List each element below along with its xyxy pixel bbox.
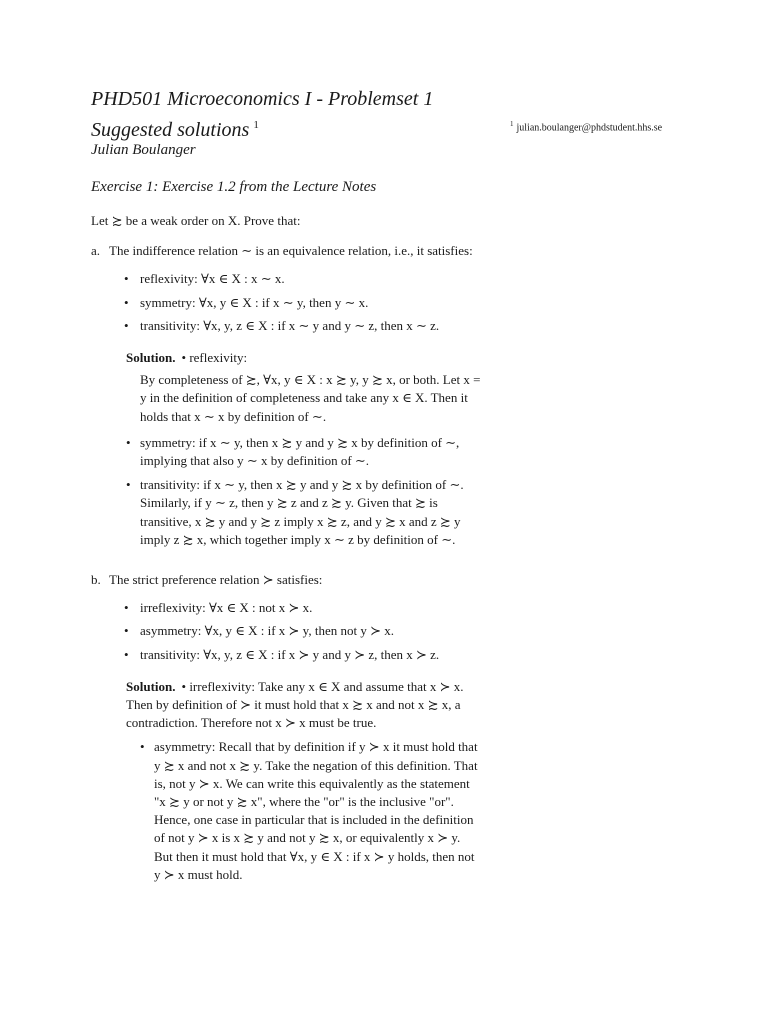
exercise-heading: Exercise 1: Exercise 1.2 from the Lecture Notes — [91, 179, 377, 195]
property-item: • transitivity: ∀x, y, z ∈ X : if x ≻ y and y ≻ z, then x ≻ z. — [124, 646, 440, 662]
footnote-marker: 1 — [253, 119, 259, 131]
property-item: • transitivity: ∀x, y, z ∈ X : if x ∼ y and y ∼ z, then x ∼ z. — [124, 317, 440, 333]
solution-item-text: Take any x ∈ X and assume that x ≻ x. Then by definition of ≻ it must hold that x ≿ x and not x ≿ x, a contradiction. Therefore not x ≻ x must be true. — [126, 678, 464, 731]
part-b — [91, 571, 481, 884]
part-b-label: b. — [91, 572, 101, 588]
property-item: • reflexivity: ∀x ∈ X : x ∼ x. — [124, 271, 285, 287]
title-line-1: PHD501 Microeconomics I - Problemset 1 — [91, 88, 434, 110]
footnote — [510, 120, 662, 133]
property-item: • asymmetry: ∀x, y ∈ X : if x ≻ y, then not y ≻ x. — [124, 623, 394, 639]
solution-item-text: By completeness of ≿, ∀x, y ∈ X : x ≿ y, y ≿ x, or both. Let x = y in the definition of completeness and take any x ∈ X. Then it holds that x ∼ x by definition of ∼. — [140, 372, 481, 424]
exercise-intro: Let ≿ be a weak order on X. Prove that: — [91, 213, 301, 228]
part-b-text: The strict preference relation ≻ satisfies: — [109, 572, 323, 588]
author-name: Julian Boulanger — [91, 142, 196, 158]
property-item: • irreflexivity: ∀x ∈ X : not x ≻ x. — [124, 600, 313, 616]
part-a-properties — [124, 270, 481, 335]
solution-label: Solution. — [126, 678, 176, 694]
solution-label: Solution. — [126, 350, 176, 366]
title-line-2: Suggested solutions — [91, 119, 250, 141]
part-b-solution: Solution. • irreflexivity: Take any x ∈ X and assume that x ≻ x. Then by definition of ≻ it must hold that x ≿ x and not x ≿ x, a contradiction. Therefore not x ≻ x must be true. • asymmetry: Recall that by definition if y ≻ x it must hold that y ≿ x and not x ≿ y. Take the negation of this definition. That is, not y ≻ x. We can write this equivalently as the statement "x ≿ y or not y ≿ x", where the "or" is the inclusive "or". Hence, one case in particular that is included in the definition of not y ≻ x is x ≿ y and not y ≿ x, or equivalently x ≻ y. But then it must hold that ∀x, y ∈ X : if x ≻ y holds, then not y ≻ x must hold. — [126, 678, 481, 884]
document-body — [91, 208, 481, 890]
solution-item: • symmetry: if x ∼ y, then x ≿ y and y ≿ x by definition of ∼, implying that also y ∼ x by definition of ∼. — [126, 434, 460, 469]
footnote-email: julian.boulanger@phdstudent.hhs.se — [516, 122, 663, 134]
document-title — [91, 86, 433, 143]
solution-item: • asymmetry: Recall that by definition if y ≻ x it must hold that y ≿ x and not x ≿ y. Take the negation of this definition. That is, not y ≻ x. We can write this equivalently as the statement "x ≿ y or not y ≿ x", where the "or" is the inclusive "or". Hence, one case in particular that is included in the definition of not y ≻ x is x ≿ y and not y ≿ x, or equivalently x ≻ y. But then it must hold that ∀x, y ∈ X : if x ≻ y holds, then not y ≻ x must hold. — [140, 739, 478, 882]
part-a-text: The indifference relation ∼ is an equivalence relation, i.e., it satisfies: — [109, 243, 473, 259]
part-b-properties — [124, 599, 481, 664]
part-a-solution: Solution. • reflexivity: By completeness of ≿, ∀x, y ∈ X : x ≿ y, y ≿ x, or both. Let x = y in the definition of completeness and take any x ∈ X. Then it holds that x ∼ x by definition of ∼. • symmetry: if x ∼ y, then x ≿ y and y ≿ x by definition of ∼, implying that also y ∼ x by definition of ∼. • transitivity: if x ∼ y, then x ≿ y and y ≿ x by definition of ∼. Similarly, if y ∼ z, then y ≿ z and z ≿ y. Given that ≿ is transitive, x ≿ y and y ≿ z imply x ≿ z, and y ≿ x and z ≿ y imply z ≿ x, which together imply x ∼ z by definition of ∼. — [126, 349, 481, 549]
solution-item: • transitivity: if x ∼ y, then x ≿ y and y ≿ x by definition of ∼. Similarly, if y ∼ z, then y ≿ z and z ≿ y. Given that ≿ is transitive, x ≿ y and y ≿ z imply x ≿ z, and y ≿ x and z ≿ y imply z ≿ x, which together imply x ∼ z by definition of ∼. — [126, 477, 464, 547]
solution-item-title: irreflexivity: — [189, 678, 256, 694]
part-a-label: a. — [91, 243, 101, 259]
footnote-number: 1 — [510, 120, 514, 128]
solution-item-title: reflexivity: — [189, 350, 248, 366]
property-item: • symmetry: ∀x, y ∈ X : if x ∼ y, then y ∼ x. — [124, 294, 369, 310]
part-a — [91, 242, 481, 549]
